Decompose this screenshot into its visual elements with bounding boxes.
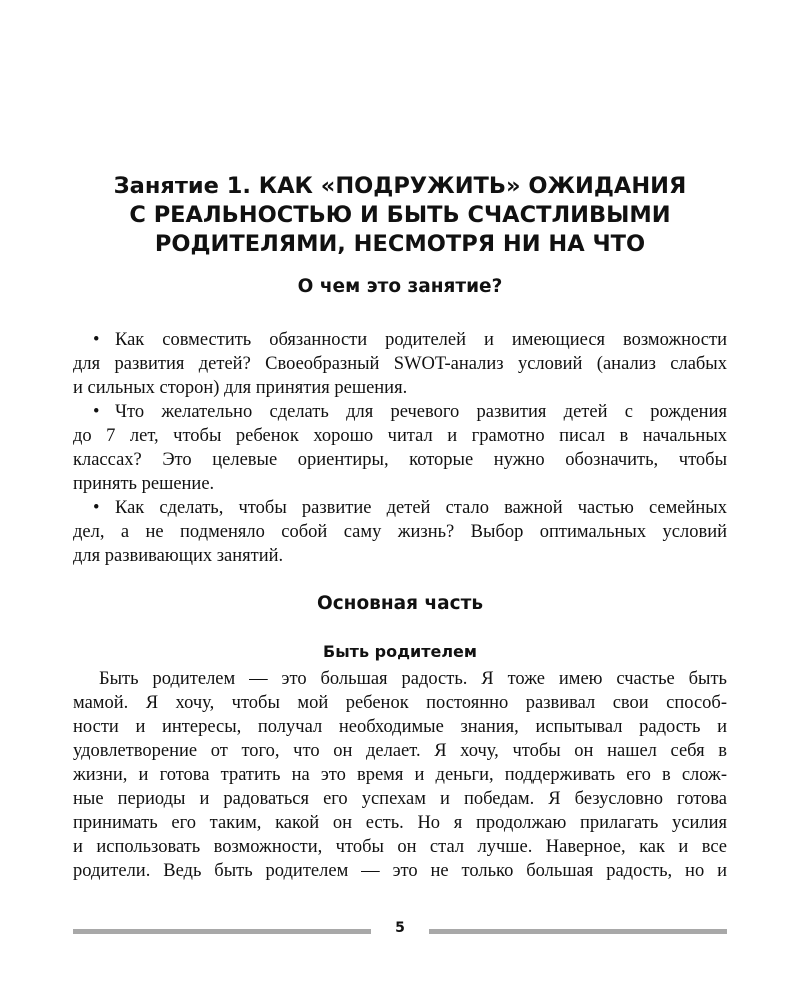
footer-rule-right [429,929,727,934]
paragraph-line: ные периоды и радоваться его успехам и победам. Я безусловно готова [73,789,727,809]
bullet-line: • Что желательно сделать для речевого развития детей с рождения [93,402,727,422]
title-line: РОДИТЕЛЯМИ, НЕСМОТРЯ НИ НА ЧТО [154,231,646,257]
footer-rule-left [73,929,371,934]
section-heading: Быть родителем [323,642,477,661]
paragraph-line: принимать его таким, какой он есть. Но я продолжаю прилагать усилия [73,813,727,833]
bullet-line: • Как сделать, чтобы развитие детей стало важной частью семейных [93,498,727,518]
paragraph-line: жизни, и готова тратить на это время и деньги, поддерживать его в слож- [73,765,727,785]
bullet-dot: • [93,330,100,350]
bullet-item [73,496,727,568]
main-part-heading: Основная часть [316,593,484,614]
bullet-item [73,400,727,496]
page-footer [73,920,727,942]
body-paragraph [73,667,727,883]
bullet-dot: • [93,402,100,422]
bullet-line: классах? Это целевые ориентиры, которые нужно обозначить, чтобы [73,450,727,470]
bullet-line: для развивающих занятий. [73,546,284,566]
paragraph-line: ности и интересы, получал необходимые знания, испытывал радость и [73,717,727,737]
bullet-line: и сильных сторон) для принятия решения. [73,378,408,398]
bullet-line: для развития детей? Своеобразный SWOT-анализ условий (анализ слабых [73,354,727,374]
bullet-line: дел, а не подменяло собой саму жизнь? Выбор оптимальных условий [73,522,727,542]
bullet-dot: • [93,498,100,518]
paragraph-line: и использовать возможности, чтобы он стал лучше. Наверное, как и все [73,837,727,857]
about-heading: О чем это занятие? [297,276,503,297]
paragraph-line: мамой. Я хочу, чтобы мой ребенок постоянно развивал свои способ- [73,693,727,713]
paragraph-line: Быть родителем — это большая радость. Я тоже имею счастье быть [99,669,727,689]
page-number: 5 [395,920,405,936]
bullet-list [73,328,727,568]
bullet-item [73,328,727,400]
paragraph-line: родители. Ведь быть родителем — это не только большая радость, но и [73,861,727,881]
bullet-line: • Как совместить обязанности родителей и имеющиеся возможности [93,330,727,350]
bullet-line: до 7 лет, чтобы ребенок хорошо читал и грамотно писал в начальных [73,426,727,446]
bullet-line: принять решение. [73,474,215,494]
lesson-title [60,172,740,259]
title-line: С РЕАЛЬНОСТЬЮ И БЫТЬ СЧАСТЛИВЫМИ [129,202,671,228]
title-line: Занятие 1. КАК «ПОДРУЖИТЬ» ОЖИДАНИЯ [113,173,687,199]
paragraph-line: удовлетворение от того, что он делает. Я хочу, чтобы он нашел себя в [73,741,727,761]
